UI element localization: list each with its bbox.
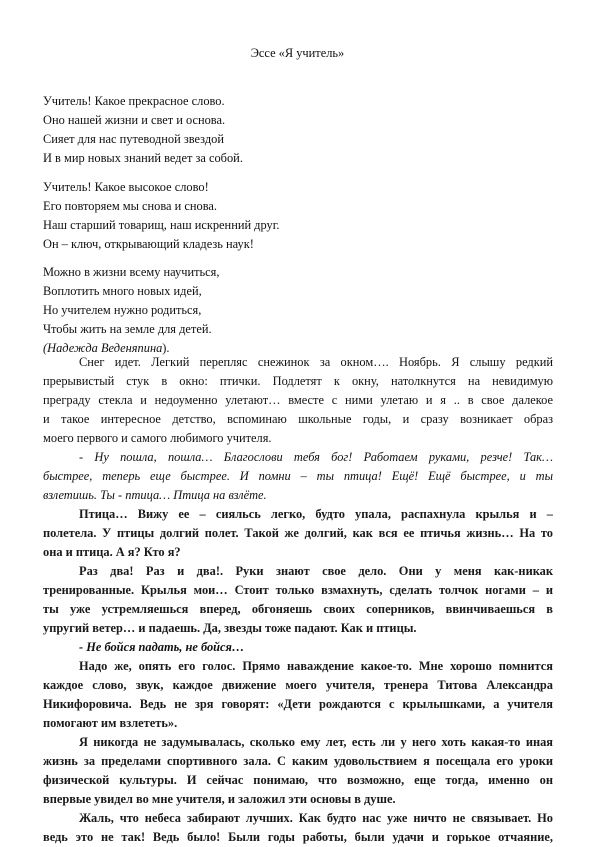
dialogue-line: быстрее, теперь еще быстрее. И помни – ты птица! Ещё! Ещё быстрее, и ты (43, 469, 553, 483)
paragraph-line: моего первого и самого любимого учителя. (43, 431, 272, 445)
poem-line: Сияет для нас путеводной звездой (43, 132, 224, 146)
poem-line: Чтобы жить на земле для детей. (43, 322, 212, 336)
paragraph-line: жизнь за пределами спортивного зала. С каким удовольствием я посещала его уроки (43, 754, 553, 768)
paragraph-line: каждое слово, звук, каждое движение моего учителя, тренера Титова Александра (43, 678, 553, 692)
poem-line: Наш старший товарищ, наш искренний друг. (43, 218, 280, 232)
poem-line: И в мир новых знаний ведет за собой. (43, 151, 243, 165)
dialogue-line: - Ну пошла, пошла… Благослови тебя бог! Работаем руками, резче! Так… (79, 450, 553, 464)
poem-author: (Надежда Веденяпина (43, 341, 163, 355)
dialogue-line: взлетишь. Ты - птица… Птица на взлёте. (43, 488, 267, 502)
poem-line: Учитель! Какое прекрасное слово. (43, 94, 225, 108)
paragraph-line: физической культуры. И сейчас понимаю, что возможно, еще тогда, именно он (43, 773, 553, 787)
poem-stanza-3 (43, 263, 219, 358)
poem-line: Учитель! Какое высокое слово! (43, 180, 209, 194)
poem-stanza-2 (43, 178, 280, 254)
paragraph-line: Птица… Вижу ее – сияльсь легко, будто упала, распахнула крылья и – (79, 507, 553, 521)
paragraph-line: Я никогда не задумывалась, сколько ему лет, есть ли у него хоть какая-то иная (79, 735, 553, 749)
dialogue-line: - Не бойся падать, не бойся… (79, 640, 245, 654)
poem-line: Оно нашей жизни и свет и основа. (43, 113, 226, 127)
paragraph-line: Раз два! Раз и два!. Руки знают свое дело. Они у меня как-никак (79, 564, 553, 578)
poem-line: Он – ключ, открывающий кладезь наук! (43, 237, 254, 251)
paragraph-line: и такое интересное детство, вспоминаю школьные годы, и сразу возникает образ (43, 412, 553, 426)
poem-line: Его повторяем мы снова и снова. (43, 199, 217, 213)
poem-line: Можно в жизни всему научиться, (43, 265, 220, 279)
paragraph-line: Снег идет. Легкий перепляс снежинок за окном…. Ноябрь. Я слышу редкий (79, 355, 553, 369)
poem-author-tail: ). (162, 341, 170, 355)
paragraph-line: упругий ветер… и падаешь. Да, звезды тоже падают. Как и птицы. (43, 621, 417, 635)
paragraph-line: она и птица. А я? Кто я? (43, 545, 181, 559)
poem-stanza-1 (43, 92, 243, 168)
paragraph-line: преграду стекла и недоуменно улетают… вместе с ними улетаю и я .. в свое далекое (43, 393, 553, 407)
paragraph-line: тренированные. Крылья мои… Стоит только взмахнуть, сделать толчок ногами – и (43, 583, 553, 597)
paragraph-line: полетела. У птицы долгий полет. Такой же долгий, как вся ее птичья жизнь… На то (43, 526, 553, 540)
paragraph-line: Жаль, что небеса забирают лучших. Как будто нас уже ничто не связывает. Но (79, 811, 553, 825)
paragraph-line: ведь это не так! Ведь было! Были годы работы, были удачи и горькое отчаяние, (43, 830, 553, 844)
poem-line: Но учителем нужно родиться, (43, 303, 202, 317)
essay-title: Эссе «Я учитель» (250, 46, 345, 60)
paragraph-line: прерывистый стук в окно: птички. Подлетят к окну, натолкнутся на невидимую (43, 374, 553, 388)
paragraph-line: Никифоровича. Ведь не зря говорят: «Дети рождаются с крылышками, а учителя (43, 697, 553, 711)
paragraph-line: помогают им взлететь». (43, 716, 178, 730)
paragraph-line: впервые увидел во мне учителя, и заложил эти основы в душе. (43, 792, 396, 806)
essay-body (43, 353, 553, 847)
poem-line: Воплотить много новых идей, (43, 284, 202, 298)
paragraph-line: Надо же, опять его голос. Прямо наваждение какое-то. Мне хорошо помнится (79, 659, 553, 673)
paragraph-line: ты уже устремляешься вперед, обгоняешь своих соперников, ввинчиваешься в (43, 602, 553, 616)
